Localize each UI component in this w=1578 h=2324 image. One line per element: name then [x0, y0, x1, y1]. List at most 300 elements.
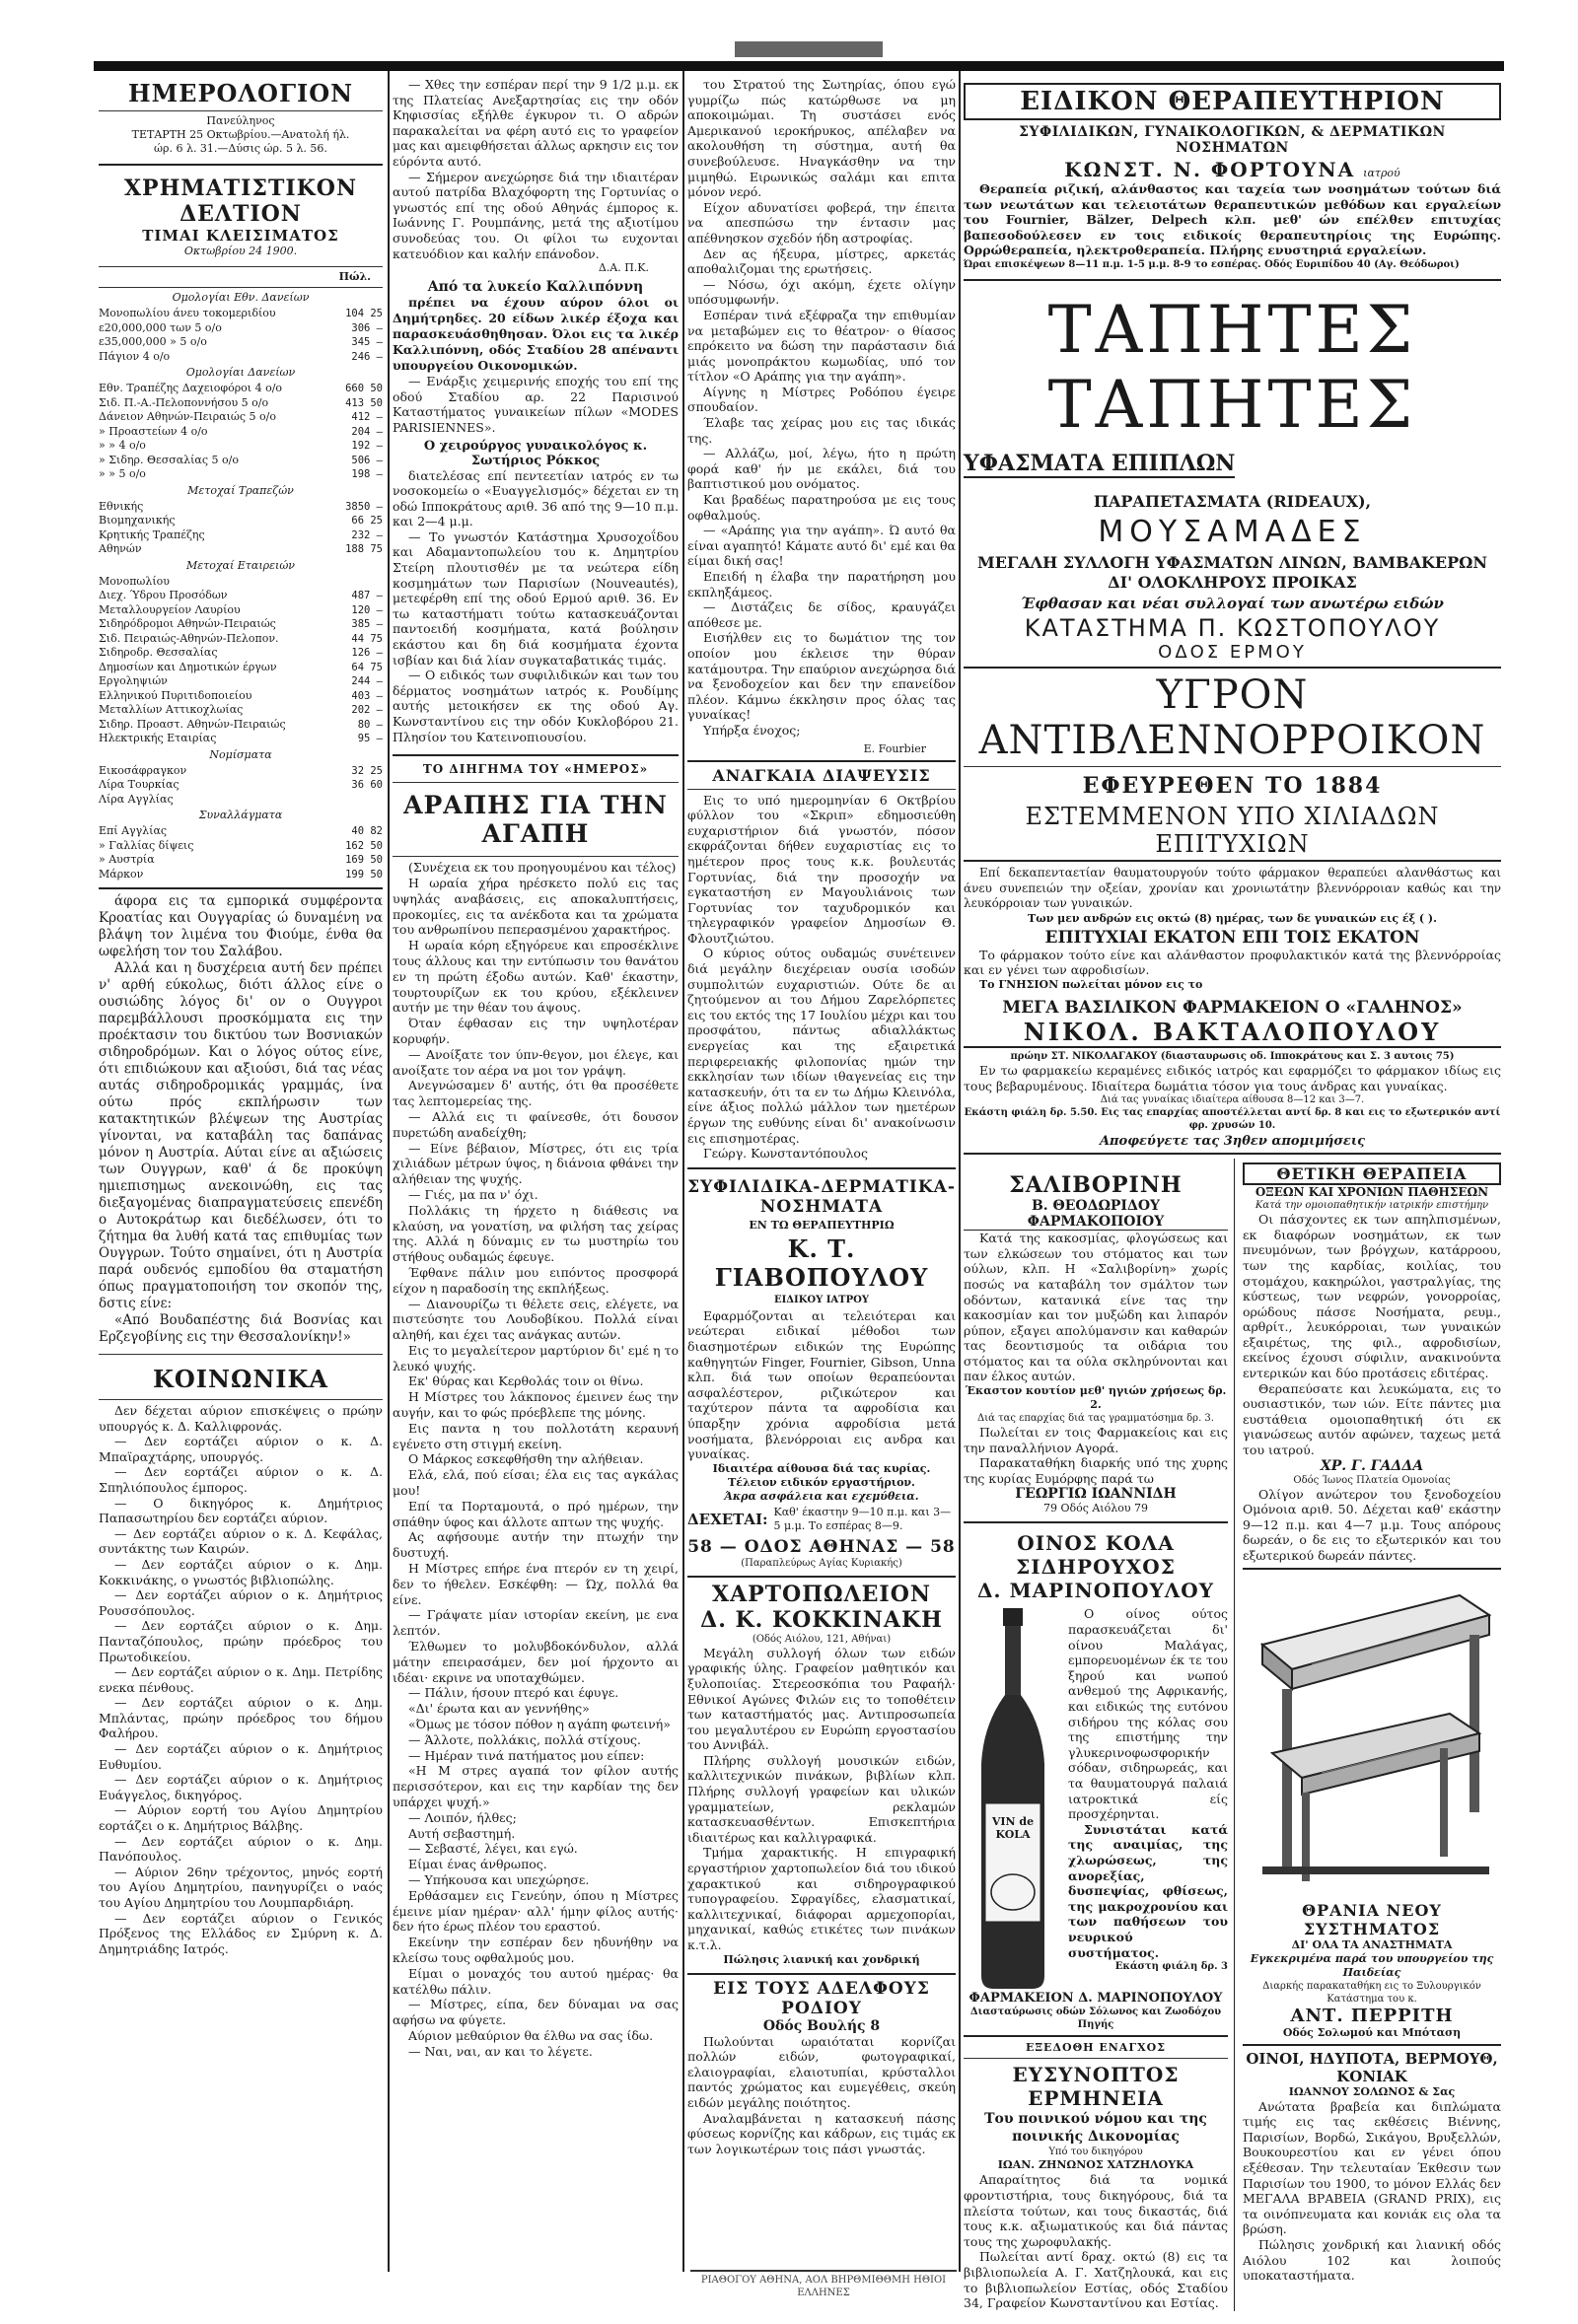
ad-shop: ΦΑΡΜΑΚΕΙΟΝ Δ. ΜΑΡΙΝΟΠΟΥΛΟΥ: [968, 1991, 1223, 2007]
ad-title: ΥΓΡΟΝ ΑΝΤΙΒΛΕΝΝΟΡΡΟΙΚΟΝ: [978, 671, 1486, 763]
row-value: 204 —: [351, 425, 383, 438]
table-row: [99, 410, 383, 425]
ad-title: ΕΥΣΥΝΟΠΤΟΣ ΕΡΜΗΝΕΙΑ: [1012, 2063, 1180, 2111]
ad-body: Κατά της κακοσμίας, φλογώσεως και των ελκώσεων του στόματος και των ούλων, κλπ. Η «Σαλιβορίνη» χωρίς ποσώς να καταβάλη τον σμάλτον των οδόντων, κατανικά είνε τας την κακοσμίαν και τον μυξώδη και λιπαρόν ρύπον, εξαγει απολύμανσιν και καθαρών τας δεοντισμούς τα οιδάρια του στόματος και τα ούλα σκληρύνονται και παν έλκος αυτών.: [964, 1231, 1228, 1384]
serial-text: [393, 860, 679, 2059]
table-section-title: Συναλλάγματα: [198, 809, 283, 821]
ad-body: Θεραπεύσατε και λευκώματα, εις το ουσιαστικόν, των ιών. Είτε πάντες μια ευστάθεια ομοιοπαθητική ότι εκ γιανώσεως αυτόν αφώνεν, ταχεως μετά του ιατρού.: [1243, 1380, 1501, 1458]
row-label: Δάνειον Αθηνών-Πειραιώς 5 ο/ο: [99, 410, 276, 423]
ad-body: Των μεν ανδρών εις οκτώ (8) ημέρας, των δε γυναικών εις έξ ( ).: [1028, 911, 1437, 925]
row-label: » Προαστείων 4 ο/ο: [99, 424, 208, 438]
serial-paragraph: — Άλλοτε, πολλάκις, πολλά στίχους.: [408, 1731, 641, 1747]
table-section-title: Ομολογίαι Εθν. Δανείων: [172, 291, 310, 304]
ad-price: Εκάστη φιάλη δρ. 5.50. Εις τας επαρχίας αποστέλλεται αντί δρ. 8 και εις το εξωτερικόν αντί φρ. χρυσών 10.: [964, 1107, 1501, 1132]
ad-note: Άκρα ασφάλεια και εχεμύθεια.: [724, 1489, 919, 1503]
ad-title: ΕΙΣ ΤΟΥΣ ΑΔΕΛΦΟΥΣ ΡΟΔΙΟΥ: [713, 1978, 930, 2018]
ad-body: Πλήρης συλλογή μουσικών ειδών, καλλιτεχνικών πινάκων, βιβλίων κλπ. Πλήρης συλλογή γραφείων και υλικών γραμματείων, ρεκλαμών κατασκευασθέντων. Επισκεπτήρια ιδιαιτέρως και καλλιγραφικά.: [687, 1752, 956, 1845]
table-row: [99, 778, 383, 793]
serial-paragraph: Δεν ας ήξευρα, μίστρες, αρκετάς αποθαλιζομαι της ερωτήσεις.: [687, 246, 956, 277]
serial-paragraph: Είμαι ένας άνθρωπος.: [408, 1857, 547, 1872]
column-divider: [959, 71, 961, 2272]
row-label: Εθνικής: [99, 499, 144, 513]
social-item: — Δεν εορτάζει αύριον ο κ. Δημ. Κοκκινάκης, ο γνωστός βιβλιοπώλης.: [99, 1556, 383, 1587]
notice-title: ΑΝΑΓΚΑΙΑ ΔΙΑΨΕΥΣΙΣ: [712, 765, 931, 785]
ad-price: Εκάστη φιάλη δρ. 3: [1114, 1961, 1228, 1973]
serial-paragraph: — Ναι, ναι, αν και το λέγετε.: [408, 2043, 593, 2059]
serial-paragraph: — Υπήκουσα και υπεχώρησε.: [408, 1871, 590, 1887]
ad-body: Τμήμα χαρακτικής. Η επιγραφική εργαστήριον χαρτοπωλείον διά του ιδικού χαρακτικού και σιδηρογραφικού τυπογραφείου. Σφραγίδες, ελασματικαί, καλλιτεχνικαί, διάφοραι αρμεχοπορίαι, μηχανικαί, καθώς ετικέτες των πινάκων κ.τ.λ.: [687, 1845, 956, 1952]
serial-paragraph: Υπήρξα ένοχος;: [703, 722, 801, 738]
row-value: 345 —: [351, 336, 383, 348]
notice-paragraph: Ο κύριος ούτος ουδαμώς συνέτεινεν διά μεγάλην διεχέρειαν ουσία ισοδών συμπολιτών ευχαριστιών. Ούτε δε αι ζητούμενον αι του Δήμου Ζαρελόρπετες εις του εκτός της 17 Ιουλίου μέχρι και του προσφάτου, πάντως αδιαλλάκτως ενεργείας και της εξαιρετικά περιφερειακής φιλοπονίας ημών την εκκλησίαν των ιδίων ιθαγενείας εις την κατασκευήν, ότι τα εν τω Δήμω Κλεινόλα, είνε άξιος πολλώ μάλλον των ημετέρων έργων της ευθύνης είναι δι' ανακοίνωσιν εις επισημοτέρας.: [687, 946, 956, 1146]
row-value: 169 50: [345, 854, 383, 866]
social-title: ΚΟΙΝΩΝΙΚΑ: [153, 1365, 328, 1393]
row-label: Λίρα Αγγλίας: [99, 792, 174, 806]
column-3: [687, 73, 956, 2156]
article-paragraph: άφορα εις τα εμπορικά συμφέροντα Κροατίας και Ουγγαρίας ώ δυναμένη να βλάψη τον λιμένα του Φιούμε, ένθα θα ωφελήση τον του Σαλάβου.: [99, 893, 383, 959]
row-label: Επί Αγγλίας: [99, 824, 168, 837]
ad-subtitle: ΟΞΕΩΝ ΚΑΙ ΧΡΟΝΙΩΝ ΠΑΘΗΣΕΩΝ: [1255, 1185, 1489, 1200]
serial-paragraph: Ελά, ελά, πού είσαι; έλα εις τας αγκάλας μου!: [393, 1467, 679, 1499]
serial-paragraph: — Γράψατε μίαν ιστορίαν εκείνη, με ενα λεπτόν.: [393, 1607, 679, 1639]
row-label: Ηλεκτρικής Εταιρίας: [99, 732, 217, 744]
serial-paragraph: Όταν έφθασαν εις την υψηλοτέραν κορυφήν.: [393, 1016, 679, 1046]
ad-address: Διασταύρωσις οδών Σόλωνος και Ζωοδόχου Πηγής: [969, 2007, 1222, 2031]
serial-continued: [687, 77, 956, 739]
serial-paragraph: Έλθωμεν το μολυβδοκόνδυλον, αλλά μάτην επειρασάμεν, δεν μοί ήρχοντο αι ιδέαι· εκρινε να υποταχθώμεν.: [393, 1639, 679, 1685]
social-item: — Δεν εορτάζει αύριον ο κ. Δ. Μπαϊραχτάρης, υπουργός.: [99, 1434, 383, 1464]
serial-paragraph: — «Αράπης για την αγάπη». Ώ αυτό θα είναι αγαπητό! Κάματε αυτό δι' εμέ και θα είμαι δική σας!: [687, 523, 956, 569]
social-item: — Δεν εορτάζει αύριον ο κ. Δημ. Μπλάντας, πρώην πρόεδρος του δήμου Φαλήρου.: [99, 1695, 383, 1741]
table-row: [99, 603, 383, 618]
ad-subtitle: Κατά την ομοιοπαθητικήν ιατρικήν επιστήμην: [1255, 1200, 1489, 1212]
ad-line: ΜΟΥΣΑΜΑΔΕΣ: [1098, 514, 1367, 549]
ad-heading: Από τα λυκείο Καλλιπόννη: [427, 279, 644, 296]
school-desk-icon: [1243, 1576, 1501, 1901]
social-item: — Δεν εορτάζει αύριον ο κ. Δημ. Πανταζόπουλος, πρώην πρόεδρος του Πρωτοδικείου.: [99, 1618, 383, 1664]
bottle-label: VIN de KOLA: [991, 1815, 1035, 1842]
row-value: 412 —: [351, 411, 383, 423]
serial-paragraph: «Η Μ στρες αγαπά τον φίλον αυτής περισσότερον, και εις την καρδίαν της δεν υπάρχει ψυχή.»: [393, 1763, 679, 1809]
table-row: [99, 350, 383, 365]
row-label: Μεταλλουργείον Λαυρίου: [99, 602, 241, 616]
ad-hours: Καθ' έκαστην 9—10 π.μ. και 3—5 μ.μ. Το εσπέρας 8—9.: [773, 1505, 952, 1532]
news-item: — Ο ειδικός των συφιλιδικών και των του δέρματος νοσημάτων ιατρός κ. Ρουδίμης αυτής μετοικήσεν εκ της οδού Αγ. Κωνσταντίνου εις την οδόν Κυκλοβόρου 21. Πλησίον του Κατεινοπιουσίου.: [393, 668, 679, 744]
row-value: 413 50: [345, 396, 383, 409]
ad-body: Το ΓΝΗΣΙΟΝ πωλείται μόνον εις το: [979, 977, 1203, 991]
row-label: Εικοσάφραγκον: [99, 763, 187, 777]
serial-paragraph: — Πάλιν, ήσουν πτερό και έφυγε.: [408, 1685, 619, 1701]
ad-title: ΣΥΦΙΛΙΔΙΚΑ-ΔΕΡΜΑΤΙΚΑ-ΝΟΣΗΜΑΤΑ: [687, 1176, 956, 1217]
ad-warning: Αποφεύγετε τας 3ηθεν απομιμήσεις: [1099, 1134, 1366, 1150]
row-value: 44 75: [351, 632, 383, 645]
serial-paragraph: — Διστάζεις δε σίδος, κραυγάζει απόθεσε με.: [687, 599, 956, 630]
table-row: [99, 382, 383, 396]
serial-paragraph: — Νόσω, όχι ακόμη, έχετε ολίγην υπόσυμφωνήν.: [687, 276, 956, 308]
ad-body: πρέπει να έχουν αύρον όλοι οι Δημήτρηδες. 20 είδων λικέρ έξοχα και παρασκευάσθηθησαν. Όλοι εις τα λικέρ Καλλιπόννη, οδός Σταδίου 28 απέναντι υπουργείου Οικονομικών.: [393, 295, 679, 374]
serial-paragraph: — Ανοίξατε τον ύπν-θεγον, μοι έλεγε, και ανοίξατε τον αέρα να μοι τον γράψη.: [393, 1046, 679, 1078]
table-row: [99, 514, 383, 528]
serial-paragraph: Εκείνην την εσπέραν δεν ηδυνήθην να κλείσω τους οφθαλμούς μου.: [393, 1935, 679, 1965]
row-value: 40 82: [351, 825, 383, 837]
ad-line: ΟΔΟΣ ΕΡΜΟΥ: [1158, 641, 1307, 663]
notice-paragraph: Γεώργ. Κωνσταντόπουλος: [703, 1146, 868, 1162]
row-label: Μονοπωλίου: [99, 574, 170, 588]
social-item: — Αύριον εορτή του Αγίου Δημητρίου εορτάζει ο κ. Δημήτριος Βάλβης.: [99, 1802, 383, 1834]
row-value: 246 —: [351, 350, 383, 363]
social-item: — Δεν εορτάζει αύριον ο κ. Δημήτριος Ευάγγελος, δικηγόρος.: [99, 1772, 383, 1802]
article-paragraph: Αλλά και η δυσχέρεια αυτή δεν πρέπει ν' αρθή εύκολως, διότι άλλος είνε ο ουσιώδης λόγος δι' ον ο Ουγγροι παρεμβάλλουσι προσκόμματα εις την προέκτασιν του δικτύου των Βοσνιακών σιδηροδρόμων. Και ο λόγος ούτος είνε, ότι επιδιώκουν και αξιούσι, διά τας νέας αυτάς σιδηροδρομικάς γραμμάς, ίνα ούτω πρός εκπλήρωσιν των κατακτητικών βλέψεων της Αυστρίας γίνονται, να καταβάλη τας δαπάνας μόνον η Αυστρία. Αύται είνε αι αξιώσεις των Ουγγρων, καθ' ά δε προκύψη ημιεπισημως ανεκοινώθη, εις τας διεξαγομένας διαπραγματεύσεις επενέδη ο Αυτοκράτωρ και διεδέλωσεν, ότι το ζήτημα θα λυθή κατά τας επιθυμίας των Ουγγρων. Τούτο σημαίνει, ότι η Αυστρία παρά ουδενός εμποδίου θα σταματήση όπως πραγματοποιήση τον σκοπόν της, δστις είνε:: [99, 960, 383, 1311]
serial-paragraph: Η Μίστρες επήρε ένα πτερόν εν τη χειρί, δεν το ήθελεν. Εσκέφθη: — Ώχ, πολλά θα είνε.: [393, 1561, 679, 1607]
serial-paragraph: Πολλάκις τη ήρχετο η διάθεσις να κλαύση, να γονατίση, να φιλήση τας χείρας της. Αλλά η δύναμις εν τω μυστηρίω του στήθους ουδαμώς έφευγε.: [393, 1202, 679, 1265]
ad-owner: ΓΕΩΡΓΙΩ ΙΩΑΝΝΙΔΗ: [1015, 1486, 1177, 1503]
serial-paragraph: Αίγνης η Μίστρες Ροδόπου έγειρε σπουδαίον.: [687, 384, 956, 415]
row-value: 192 —: [351, 440, 383, 452]
serial-paragraph: — Είνε βέβαιον, Μίστρες, ότι εις τρία χιλιάδων μέτρων ύψος, η διάνοια φθάνει την αλήθειαν της ψυχής.: [393, 1140, 679, 1187]
calendar-title: ΗΜΕΡΟΛΟΓΙΟΝ: [127, 79, 354, 107]
serial-paragraph: Και βραδέως παρατηρούσα με εις τους οφθαλμούς.: [687, 492, 956, 523]
ad-line: Έφθασαν και νέαι συλλογαί των ανωτέρω ειδών: [1021, 594, 1444, 612]
ad-line: ΠΑΡΑΠΕΤΑΣΜΑΤΑ (RIDEAUX),: [1093, 491, 1372, 511]
row-value: [337, 793, 383, 808]
table-section-title: Μετοχαί Εταιρειών: [186, 558, 295, 572]
ad-price: Έκαστον κουτίον μεθ' ηγιών χρήσεως δρ. 2.: [965, 1384, 1227, 1412]
ad-subtitle: ΕΦΕΥΡΕΘΕΝ ΤΟ 1884: [1082, 772, 1383, 799]
serial-paragraph: Είμαι ο μοναχός του αυτού ημέρας· θα κατέλθω πάλιν.: [393, 1965, 679, 1997]
column-1: [99, 73, 383, 1956]
ad-note: Ιδιαιτέρα αίθουσα διά τας κυρίας. Τέλειον ειδικόν εργαστήριον.: [712, 1461, 931, 1489]
serial-paragraph: Η Μίστρες του λάκπονος έμεινεν έως την αυγήν, και το φώς πρόεβλεπε της μόνης.: [393, 1389, 679, 1421]
table-row: [99, 646, 383, 661]
serial-title: ΑΡΑΠΗΣ ΓΙΑ ΤΗΝ ΑΓΑΠΗ: [403, 791, 668, 849]
ad-body: διατελέσας επί πεντεετίαν ιατρός εν τω νοσοκομείω ο «Ευαγγελισμός» δέχεται εν τη οδώ Ιπποκράτους αριθ. 36 από της 9—10 π.μ. και 2—4 μ.μ.: [393, 467, 679, 529]
row-label: Μονοπωλίου άνευ τοκομεριδίου: [99, 307, 276, 319]
ad-name: Κ. Τ. ΓΙΑΒΟΠΟΥΛΟΥ: [714, 1233, 929, 1292]
row-value: 32 25: [351, 764, 383, 777]
column-4: [964, 73, 1501, 2311]
column-divider: [682, 71, 684, 2272]
serial-paragraph: — Γιές, μα πα ν' όχι.: [408, 1186, 538, 1202]
ad-title: ΕΙΔΙΚΟΝ ΘΕΡΑΠΕΥΤΗΡΙΟΝ: [964, 83, 1501, 120]
table-row: [99, 853, 383, 868]
row-label: Σιδηρ. Προαστ. Αθηνών-Πειραιώς: [99, 717, 286, 731]
row-value: 385 —: [351, 618, 383, 630]
row-value: 80 —: [357, 718, 383, 731]
row-value: 162 50: [345, 839, 383, 852]
masthead-banner: [735, 41, 883, 57]
ad-title: ΟΙΝΟΙ, ΗΔΥΠΟΤΑ, ΒΕΡΜΟΥΘ, ΚΟΝΙΑΚ: [1246, 2049, 1498, 2085]
social-item: — Δεν εορτάζει αύριον ο κ. Δημ. Πετρίδης ενεκα πένθους.: [99, 1664, 383, 1695]
ad-role: ιατρού: [1363, 167, 1400, 179]
serial-paragraph: Η ωραία χήρα ηρέσκετο πολύ εις τας υψηλάς αναβάσεις, εις αποκαλυπτήσεις, προκομίες, εις τα ανέκδοτα και τα χρώματα του ανθρωπίνου πεπερασμένου χαρακτήρος.: [393, 875, 679, 938]
social-item: Δεν δέχεται αύριον επισκέψεις ο πρώην υπουργός κ. Δ. Καλλιφρονάς.: [99, 1403, 383, 1434]
ad-address: (Οδός Αιόλου, 121, Αθήναι): [752, 1633, 892, 1645]
serial-paragraph: «Όμως με τόσον πόθον η αγάπη φωτεινή»: [408, 1717, 671, 1732]
ad-address: 58 — ΟΔΟΣ ΑΘΗΝΑΣ — 58: [687, 1536, 956, 1557]
serial-paragraph: — Διανουρίζω τι θέλετε σεις, ελέγετε, να πιστεύσητε του Λουδοβίκου. Πολλά είναι αληθή, και έχει τας ανάγκας αυτών.: [393, 1296, 679, 1343]
row-label: Κρητικής Τραπέζης: [99, 528, 205, 541]
author-signature: E. Fourbier: [863, 741, 926, 755]
serial-paragraph: Εισήλθεν εις το δωμάτιον της τον οποίον μου έκλεισε την θύραν κατάμουτρα. Την επαύριον ανεχώρησα διά να ξενοδοχείον και δεν την επανείδον πλέον. Κάμνω έκκλησιν προς όλας τας γυναίκας!: [687, 630, 956, 723]
row-label: » » 4 ο/ο: [99, 439, 146, 452]
ad-body: Παρακαταθήκη διαρκής υπό της χυρης της κυρίας Ευμόρφης παρά τω: [964, 1455, 1228, 1486]
serial-paragraph: — Ημέραν τινά πατήματος μου είπεν:: [408, 1747, 645, 1763]
table-row: [99, 839, 383, 854]
ad-name: Δ. Κ. ΚΟΚΚΙΝΑΚΗ: [700, 1606, 943, 1633]
row-value: 36 60: [351, 779, 383, 791]
serial-paragraph: του Στρατού της Σωτηρίας, όπου εγώ γυμρίζω πώς κατώρθωσε να μη αποκοιμώμαι. Τη συστάσει ενός Αμερικανού ιεροκήρυκος, απέλαβεν να ακολουθήση τη σύστημα, αυτή θα συνεβούλευσε. Ηναγκάσθην να την μιμηθώ. Ειρωνικώς σαλάμι και επιτα μόνον νερό.: [687, 77, 956, 200]
row-label: Εργοληψιών: [99, 674, 168, 687]
serial-paragraph: Ανεγνώσαμεν δ' αυτής, ότι θα προσέθετε τας λεπτομερείας της.: [393, 1078, 679, 1109]
table-section-title: Μετοχαί Τραπεζών: [187, 483, 294, 497]
table-row: [99, 661, 383, 675]
ad-note: Πώλησις λιανική και χονδρική: [723, 1952, 920, 1966]
table-section-title: Ομολογίαι Δανείων: [185, 366, 296, 379]
article-body: [99, 893, 383, 1346]
ad-subtitle: ΕΣΤΕΜΜΕΝΟΝ ΥΠΟ ΧΙΛΙΑΔΩΝ ΕΠΙΤΥΧΙΩΝ: [964, 803, 1501, 862]
ad-body: Απαραίτητος διά τα νομικά φροντιστήρια, τους δικηγόρους, διά τα πλείστα τούτων, και τους δικαστάς, διά τους κ.κ. αξιωματικούς και διά πάντας τους της χωροφυλακής.: [964, 2172, 1228, 2249]
table-row: [99, 425, 383, 440]
ad-subtitle: ΔΙ' ΟΛΑ ΤΑ ΑΝΑΣΤΗΜΑΤΑ: [1291, 1937, 1453, 1951]
ad-title: ΤΑΠΗΤΕΣ ΤΑΠΗΤΕΣ: [1047, 291, 1417, 443]
ad-title: ΣΑΛΙΒΟΡΙΝΗ: [1009, 1172, 1183, 1199]
social-item: — Δεν εορτάζει αύριον ο κ. Δημήτριος Ρουσσόπουλος.: [99, 1587, 383, 1618]
table-row: [99, 718, 383, 733]
table-row: [99, 732, 383, 746]
row-value: [337, 575, 383, 590]
ad-body: Εν τω φαρμακείω κεραμένες ειδικός ιατρός και εφαρμόζει το φάρμακον ιδίως εις τους βεβαρυμένους. Ιδιαίτερα δωμάτια τόσον για τους άνδρας και γυναίκας.: [964, 1062, 1501, 1093]
table-row: [99, 632, 383, 647]
table-row: [99, 689, 383, 704]
ad-body: Διά τας επαρχίας διά τας γραμματόσημα δρ. 3.: [977, 1413, 1214, 1425]
table-row: [99, 589, 383, 603]
row-label: ε35,000,000 » 5 ο/ο: [99, 335, 207, 348]
ad-subtitle: ΥΦΑΣΜΑΤΑ ΕΠΙΠΛΩΝ: [964, 450, 1236, 476]
ad-name: ΚΩΝΣΤ. Ν. ΦΟΡΤΟΥΝΑ: [1064, 158, 1356, 181]
ad-body: Συνιστάται κατά της αναιμίας, της χλωρώσεως, της ανορεξίας, δυσπεψίας, φθίσεως, της μακροχρονίου και των παθήσεων του νευρικού συστήματος.: [1068, 1821, 1228, 1960]
ad-body: Ο οίνος ούτος παρασκευάζεται δι' οίνου Μαλάγας, εμπορευομένων έκ τε του ξηρού και νωπού ανθεμού της Αφρικανής, και ειδικώς της ευτόνου σιδήρου της κόλας σου της επιστήμης την γλυκερινοφωσφορικήν σόδαν, σιδηρωρεάς, και τα θαυματουργά παλαιά ιατροκτικά είς προσχέρηνται.: [1068, 1606, 1228, 1822]
row-value: 104 25: [345, 308, 383, 319]
table-row: [99, 575, 383, 590]
price-table: [99, 764, 383, 808]
table-row: [99, 439, 383, 454]
serial-paragraph: Έφθανε πάλιν μου ειπόντος προσφορά είχον η παραδοσίη της εκπλήξεως.: [393, 1264, 679, 1296]
serial-label: ΤΟ ΔΙΗΓΗΜΑ ΤΟΥ «ΗΜΕΡΟΣ»: [422, 762, 649, 777]
ad-subtitle: Υπό του δικηγόρου: [1048, 2147, 1143, 2158]
table-row: [99, 528, 383, 543]
ad-body: Πωλείται εν τοις Φαρμακείοις και εις την παναλλήνιον Αγορά.: [964, 1425, 1228, 1455]
ad-highlight: ΕΠΙΤΥΧΙΑΙ ΕΚΑΤΟΝ ΕΠΙ ΤΟΙΣ ΕΚΑΤΟΝ: [1044, 927, 1420, 948]
finance-subtitle: ΤΙΜΑΙ ΚΛΕΙΣΙΜΑΤΟΣ: [142, 227, 339, 245]
ad-title: ΘΕΤΙΚΗ ΘΕΡΑΠΕΙΑ: [1243, 1162, 1501, 1185]
social-item: — Αύριον 26ην τρέχοντος, μηνός εορτή του Αγίου Δημητρίου, πανηγυρίζει ο ναός του Αγίου Δημητρίου του Λουμπαρδιάρη.: [99, 1864, 383, 1910]
row-value: 232 —: [351, 528, 383, 541]
row-value: 188 75: [345, 543, 383, 555]
row-label: Μάρκον: [99, 867, 144, 880]
ad-address: Οδός Σολωμού και Μπόταση: [1282, 2025, 1462, 2039]
table-row: [99, 674, 383, 689]
row-value: 3850 —: [345, 500, 383, 513]
ad-body: Οι πάσχοντες εκ των απηλπισμένων, εκ διαφόρων νοσημάτων, εκ των πνευμόνων, των βρόγχων, κατάρροου, των της καρδίας, κοιλίας, του στομάχου, κακηρώλοι, γαστραλγίας, της κύστεως, των νεφρών, γονορροίας, ορώδους πάσσε Νοσήματα, ρευμ., αρθρίτ., λευκόρροιαι, των γυναικών εξαιρέτως, της φιλ., αφροδισίων, εκείνος έχουσι σύφιλιν, ανακινούντα εντερικών και δύο προτάσεις εδιτέρας.: [1243, 1212, 1501, 1381]
ad-shop: ΜΕΓΑ ΒΑΣΙΛΙΚΟΝ ΦΑΡΜΑΚΕΙΟΝ Ο «ΓΑΛΗΝΟΣ»: [1002, 997, 1463, 1018]
table-row: [99, 467, 383, 482]
ad-title: ΟΙΝΟΣ ΚΟΛΑ ΣΙΔΗΡΟΥΧΟΣ: [1016, 1531, 1176, 1580]
news-item: — Ενάρξις χειμερινής εποχής του επί της οδού Σταδίου αρ. 22 Παρισινού Καταστήματος γυναικείων πίλων «MODES PARISIENNES».: [393, 374, 679, 435]
row-label: » Γαλλίας δίψεις: [99, 838, 194, 852]
news-item: — Σήμερον ανεχώρησε διά την ιδιαιτέραν αυτού πατρίδα Βλαχόφορτη της Γορτυνίας ο γνωστός επί της οδού Αθηνάς έμπορος κ. Ιωάννης Γ. Ρουμπάνης, μετά της αξιοτίμου συνοδεύας του. Οι φίλοι τω ευχονται κατευόδιον και καλήν επάνοδον.: [393, 169, 679, 261]
ad-line: ΚΑΤΑΣΤΗΜΑ Π. ΚΩΣΤΟΠΟΥΛΟΥ: [1024, 613, 1441, 642]
table-row: [99, 764, 383, 779]
row-value: 66 25: [351, 515, 383, 527]
ad-body: Αναλαμβάνεται η κατασκευή πάσης φύσεως κορνίζης και κάδρων, εις τιμάς εκ των λογικωτέρων τοις πάσι γνωστάς.: [687, 2110, 956, 2156]
ad-body: Εφαρμόζονται αι τελειότεραι και νεώτεραι ειδικαί μέθοδοι των διασημοτέρων ειδικών της Ευρώπης καθηγητών Finger, Fournier, Gibson, Unna κλπ. διά των οποίων θεραπεύονται ασφαλέστερον, ριζικώτερον και ταχύτερον πάντα τα αφροδίσια και ύπαρξην χρόνια αφροδίσια μετά νοσήματα, βλενόρροιαι εις ανδρα και γυναίκας.: [687, 1307, 956, 1462]
serial-paragraph: Ο Μάρκος εσκεφθήσθη την αλήθειαν.: [408, 1451, 644, 1467]
row-label: Λίρα Τουρκίας: [99, 778, 179, 791]
notice-body: [687, 793, 956, 1162]
column-2: [393, 73, 679, 2060]
ad-body: Διά τας γυναίκας ιδιαίτερα αίθουσα 8—12 και 3—7.: [1100, 1094, 1365, 1106]
ad-line: ΜΕΓΑΛΗ ΣΥΛΛΟΓΗ ΥΦΑΣΜΑΤΩΝ ΛΙΝΩΝ, ΒΑΜΒΑΚΕΡΩΝ ΔΙ' ΟΛΟΚΛΗΡΟΥΣ ΠΡΟΙΚΑΣ: [977, 552, 1487, 592]
ad-body: Ανώτατα βραβεία και διπλώματα τιμής εις τας εκθέσεις Βιέννης, Παρισίων, Βορδώ, Σικάγου, Βρυξελλών, Βουκουρεστίου και εν γένει όπου εξέθεσαν. Την τελευταίαν Έκθεσιν των Παρισίων του 1900, το μόνον Ελλάς δεν ΜΕΓΑΛΑ ΒΡΑΒΕΙΑ (GRAND PRIX), εις τα οινόπνευματα και κονιάκ εις ολα τα βρώση.: [1243, 2098, 1501, 2237]
table-row: [99, 335, 383, 350]
social-item: — Δεν εορτάζει αύριον ο Γενικός Πρόξενος της Ελλάδος εν Σμύρνη κ. Δ. Δημητριάδης Ιατρός.: [99, 1910, 383, 1956]
serial-paragraph: Ερθάσαμεν εις Γενεύην, όπου η Μίστρες έμεινε μίαν ημέραν· αλλ' ήμην φίλος αυτής· δεν ήτο έρως πλέον του εραστού.: [393, 1887, 679, 1935]
ad-address: 79 Οδός Αιόλου 79: [1042, 1502, 1149, 1515]
row-value: 120 —: [351, 603, 383, 616]
row-label: Διεχ. Ύδρου Προσόδων: [99, 589, 228, 601]
social-item: — Δεν εορτάζει αύριον ο κ. Δημήτριος Ευθυμίου.: [99, 1741, 383, 1772]
serial-paragraph: «Δι' έρωτα και αν γεννήθης»: [408, 1701, 590, 1717]
serial-paragraph: Αυτή σεβαστημή.: [408, 1825, 516, 1841]
row-label: Πάγιον 4 ο/ο: [99, 349, 171, 363]
row-value: 198 —: [351, 468, 383, 480]
ad-title: ΧΑΡΤΟΠΩΛΕΙΟΝ: [712, 1581, 931, 1607]
price-column-header: Πώλ.: [338, 270, 371, 283]
ad-hours: Ώραι επισκέψεων 8—11 π.μ. 1-5 μ.μ. 8-9 το εσπέρας. Οδός Ευριπίδου 40 (Αγ. Θεόδωροι): [964, 258, 1460, 270]
row-label: Σιδ. Πειραιώς-Αθηνών-Πελοπον.: [99, 631, 279, 645]
news-item: — Χθες την εσπέραν περί την 9 1/2 μ.μ. εκ της Πλατείας Ανεξαρτησίας εις την οδόν Κηφισσίας εξήλθε έγκυρον τι. Ο αδρών παρακαλείται να φέρη αυτό εις το γραφείον μας και αμειφθήσεται άλλως αρκησιν εις τον εύρόντα αυτό.: [393, 77, 679, 169]
serial-paragraph: Η ωραία κόρη εξηγόρευε και επροσέκλινε τους άλλους και την εντύπωσιν του θανάτου εν τη πρώτη έξοδω αυτών. Καθ' έκαστην, τουρτουρίζων εκ του κρύου, εξέκλεινεν αυτήν με την θέαν του άψους.: [393, 938, 679, 1016]
serial-paragraph: Επειδή η έλαβα την παρατήρηση μου εκπληξάμεος.: [687, 569, 956, 599]
table-row: [99, 868, 383, 882]
row-label: » » 5 ο/ο: [99, 467, 146, 480]
calendar-line: Πανεύληνος: [206, 114, 275, 127]
row-label: Σιδηρόδρομοι Αθηνών-Πειραιώς: [99, 617, 276, 630]
ad-name: ΙΩΑΝ. ΖΗΝΩΝΟΣ ΧΑΤΖΗΛΟΥΚΑ: [997, 2158, 1194, 2172]
row-value: 244 —: [351, 675, 383, 687]
news-signature: Δ.Α. Π.Κ.: [598, 261, 649, 275]
subcolumn-right: [1243, 1159, 1501, 2311]
ad-body: Θεραπεία ριζική, αλάνθαστος και ταχεία των νοσημάτων τούτων διά των νεωτάτων και τελειοτάτων θεραπευτικών μεθόδων και εργαλείων του Fournier, Bälzer, Delpech κλπ. μεθ' ών επέλθεν επιτυχίας βαπεσοδούλεσεν εν τοις ειδικοίς θεραπευτηρίοις της Ευρώπης. Ορρώθεραπεία, ηλεκτροθεραπεία. Πλήρης ενυστηριά εργαλείων.: [964, 181, 1501, 258]
table-row: [99, 542, 383, 557]
row-value: 202 —: [351, 704, 383, 716]
ad-role: ΕΙΔΙΚΟΥ ΙΑΤΡΟΥ: [773, 1294, 869, 1305]
ad-subtitle: ΕΝ ΤΩ ΘΕΡΑΠΕΥΤΗΡΙΩ: [749, 1218, 895, 1232]
serial-paragraph: Εσπέραν τινά εξέφραζα την επιθυμίαν να μεταβώμεν εις το θέατρον· ο θίασος επρόκειτο να δώση την παράστασιν διά μιάς μονοπράκτου κωμωδίας, υπό τον τίτλον «Ο Αράπης για την αγάπη».: [687, 307, 956, 385]
ad-body: Πωλείται αντί δραχ. οκτώ (8) εις τα βιβλιοπωλεία Α. Γ. Χατζηλουκά, και εις το βιβλιοπωλείον Εστίας, οδός Σταδίου 34, Γραφείον Κωνσταντίνου και Εστίας.: [964, 2249, 1228, 2311]
ad-name: Δ. ΜΑΡΙΝΟΠΟΥΛΟΥ: [977, 1579, 1214, 1603]
row-label: Δημοσίων και Δημοτικών έργων: [99, 660, 277, 673]
ad-name: ΧΡ. Γ. ΓΑΔΔΑ: [1320, 1457, 1424, 1474]
row-label: Εθν. Τραπέζης Δαχειοφόροι 4 ο/ο: [99, 382, 283, 394]
row-value: 126 —: [351, 647, 383, 659]
social-item: — Δεν εορτάζει αύριον ο κ. Δ. Κεφάλας, συντάκτης των Καιρών.: [99, 1525, 383, 1557]
row-label: » Αυστρία: [99, 853, 155, 866]
ad-address: Οδός Ίωνος Πλατεία Ομονοίας: [1293, 1474, 1451, 1486]
social-item: — Δεν εορτάζει αύριον ο κ. Δημ. Πανόπουλος.: [99, 1833, 383, 1865]
subcolumn-left: [964, 1159, 1235, 2311]
footer-rule: [690, 2270, 957, 2272]
ad-body: Το φάρμακον τούτο είνε και αλάνθαστον προφυλακτικόν κατά της βλεννόρροίας και εν γένει των αφροδισίων.: [964, 947, 1501, 978]
serial-paragraph: Επί τα Πορταμουτά, ο πρό ημέρων, την σπάθην ύφος και άλλοτε απτων της ψυχής.: [393, 1498, 679, 1529]
ad-address-sub: (Παραπλεύρως Αγίας Κυριακής): [741, 1557, 902, 1569]
ad-body: Διαρκής παρακαταθήκη εις το Ξυλουργικόν Κατάστημα του κ.: [1262, 1980, 1481, 2005]
notice-paragraph: Εις το υπό ημερομηνίαν 6 Οκτβρίου φύλλον του «Σκριπ» εδημοσιεύθη ευχαριστήριον διά γνωστόν, πόσον εκφράζονται δήθεν ευχαριστίας εις το ημέτερον προς τους κ.κ. βουλευτάς Γορτυνίας, διά την προσοχήν να εγκαταστήση εν Μαγουλιάνοις των Γορτυνίας τον ταχυδρομικόν και τηλεγραφικόν γραφείον Δημοσίων Θ. Φλουτζιώτου.: [687, 792, 956, 946]
row-label: Ελληνικού Πυριτιδοποιείου: [99, 688, 252, 702]
serial-paragraph: — Μίστρες, είπα, δεν δύναμαι να σας αφήσω να φύγετε.: [393, 1997, 679, 2028]
serial-paragraph: Αύριον μεθαύριον θα έλθω να σας ίδω.: [408, 2027, 654, 2043]
calendar-line: ώρ. 6 λ. 31.—Δύσις ώρ. 5 λ. 56.: [154, 142, 327, 155]
serial-paragraph: Εις παντα η του πολλοτάτη κεραυνή εγένετο στη στιγμή εκείνη.: [393, 1420, 679, 1451]
ad-body: Επί δεκαπενταετίαν θαυματουργούν τούτο φάρμακον θεραπεύει αλανθάστως και άνευ συνεπειών την οξείαν, χρονίαν και χρονιωτάτην βλεννόρροιαν καθώς και την λευκόρροιαν των γυναικών.: [964, 865, 1501, 911]
serial-paragraph: Είχον αδυνατίσει φοβερά, την έπειτα να απεσπώσω την έντασιν μας απέθνησκον σχεδόν ήδη αστροφίας.: [687, 199, 956, 246]
serial-paragraph: (Συνέχεια εκ του προηγουμένου και τέλος): [408, 860, 677, 876]
row-value: 199 50: [345, 868, 383, 880]
finance-date: Οκτωβρίου 24 1900.: [183, 245, 298, 257]
ad-hours: Ολίγον ανώτερον του ξενοδοχείου Ομόνοια αριθ. 50. Δέχεται καθ' εκάστην 9—12 π.μ. και 4—7 μ.μ. Τους απόρους δωρεάν, ο δε εις το εξωτερικόν και του εξωτερικού δωρεάν πάντες.: [1243, 1486, 1501, 1563]
table-row: [99, 824, 383, 839]
social-notes: [99, 1403, 383, 1956]
row-label: » Σιδηρ. Θεσσαλίας 5 ο/ο: [99, 453, 239, 466]
footer-text: ΡΙΑΘΟΓΟΥ ΑΘΗΝΑ, ΑΟΛ ΒΗΡΘΜΙΘΘΜΗ ΗΘΙΟΙ ΕΛΛΗΝΕΣ: [700, 2275, 947, 2298]
table-section-title: Νομίσματα: [209, 747, 272, 761]
price-table: [99, 824, 383, 881]
table-row: [99, 454, 383, 468]
serial-paragraph: Εκ' θύρας και Κερθολάς τοιν οι θίνω.: [408, 1373, 644, 1389]
ad-subtitle: ΣΥΦΙΛΙΔΙΚΩΝ, ΓΥΝΑΙΚΟΛΟΓΙΚΩΝ, & ΔΕΡΜΑΤΙΚΩΝ ΝΟΣΗΜΑΤΩΝ: [1019, 124, 1446, 156]
price-table: [99, 307, 383, 364]
row-label: Βιομηχανικής: [99, 514, 176, 527]
table-row: [99, 321, 383, 336]
wine-bottle-icon: [964, 1606, 1062, 1991]
row-value: 506 —: [351, 454, 383, 466]
price-table: [99, 500, 383, 557]
row-value: 95 —: [357, 733, 383, 744]
calendar-line: ΤΕΤΑΡΤΗ 25 Οκτωβρίου.—Ανατολή ήλ.: [131, 128, 350, 141]
serial-paragraph: Έλαβε τας χείρας μου εις τας ιδικάς της.: [687, 415, 956, 446]
column-divider: [388, 71, 390, 2272]
serial-paragraph: — Αλλάζω, μοί, λέγω, ήτο η πρώτη φορά καθ' ήν με εκάλει, διά του βαπτιστικού μου ονόματος.: [687, 446, 956, 492]
row-label: Αθηνών: [99, 542, 142, 555]
table-row: [99, 307, 383, 321]
table-row: [99, 396, 383, 411]
ad-title: ΘΡΑΝΙΑ ΝΕΟΥ ΣΥΣΤΗΜΑΤΟΣ: [1302, 1900, 1442, 1938]
social-item: — Δεν εορτάζει αύριον ο κ. Δ. Σπηλιόπουλος έμπορος.: [99, 1464, 383, 1495]
table-row: [99, 703, 383, 718]
table-row: [99, 793, 383, 808]
row-label: ε20,000,000 των 5 ο/ο: [99, 320, 222, 334]
row-value: 64 75: [351, 661, 383, 673]
row-label: Σιδ. Π.-Α.-Πελοποννήσου 5 ο/ο: [99, 395, 269, 409]
ad-heading: Ο χειρούργος γυναικολόγος κ. Σωτήριος Ρόκκος: [423, 438, 648, 468]
social-item: — Ο δικηγόρος κ. Δημήτριος Παπασωτηρίου δεν εορτάζει αύριον.: [99, 1495, 383, 1526]
serial-paragraph: — Λοιπόν, ήλθες;: [408, 1809, 517, 1825]
top-rule: [94, 61, 1504, 71]
ad-body: Πώλησις χονδρική και λιανική οδός Αιόλου 102 και λοιπούς υποκαταστήματα.: [1243, 2236, 1501, 2284]
ad-head: ΕΞΕΔΟΘΗ ΕΝΑΓΧΟΣ: [1025, 2041, 1167, 2055]
row-label: Σιδηροδρ. Θεσσαλίας: [99, 646, 218, 659]
article-paragraph: «Από Βουδαπέστης διά Βοσνίας και Ερζεγοβίνης εις την Θεσσαλονίκην!»: [99, 1312, 383, 1345]
